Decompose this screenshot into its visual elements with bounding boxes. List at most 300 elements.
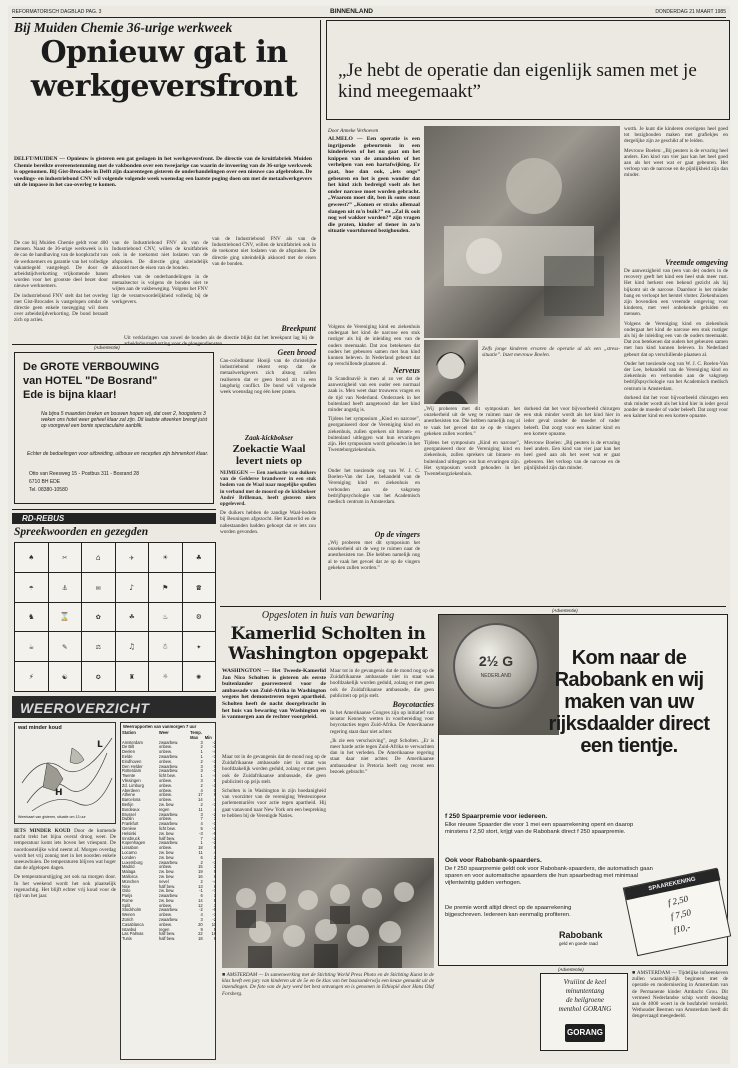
weather-cell: Casablanca: [122, 921, 144, 927]
rebus-title: Spreekwoorden en gezegden: [14, 526, 149, 538]
weather-cell: -3: [212, 801, 216, 807]
weather-cell: Stockholm: [122, 907, 142, 913]
booklet-title: SPAAREKENING: [624, 869, 720, 901]
weather-cell: Oslo: [122, 888, 131, 894]
article2-body1: Volgens de Vereniging kind en ziekenhuis ondergaat het kind de narcose een stuk rustiger als hij de inleiding een van de ouders meemaakt. Dat zou betekenen dat ouders het gebeuren samen met hun kind kunnen beleven. In Nederland gebeurt dat op verschillende plaatsen al.: [328, 324, 420, 368]
weather-cell: 9: [213, 845, 216, 851]
weather-cell: 3: [200, 768, 203, 774]
weather-cell: 18: [198, 845, 203, 851]
weather-cell: Dublin: [122, 816, 134, 822]
weather-cell: half bew.: [158, 936, 176, 942]
weather-cell: regen: [158, 806, 170, 812]
weather-cell: -1: [212, 825, 216, 831]
weather-cell: 11: [211, 921, 216, 927]
rebus-cell: ✺: [183, 662, 216, 691]
zoekactie-kicker: Zaak-kickbokser: [244, 434, 294, 442]
gorang-advert-label: (Advertentie): [558, 967, 584, 972]
weather-cell: zwaarbew.: [158, 763, 179, 769]
article1-body1: De cao bij Muiden Chemie geldt voor 400 mensen. Naast de 36-urige werkweek is in de cao de handhaving van de koopkracht van de werknemers en garantie van het volledige vakantiegeld vastgelegd. De door de arbeidstijdverkorting vrijkomende banen worden voor het grootste deel bezet door nieuwe werknemers.: [14, 240, 108, 290]
rebus-cell: ♣: [183, 543, 216, 572]
weather-cell: Zürich: [122, 917, 134, 923]
weather-row: [121, 937, 217, 942]
weather-cell: Rome: [122, 897, 133, 903]
weather-cell: onbew.: [158, 921, 172, 927]
weather-cell: nevel: [158, 878, 169, 884]
weather-cell: 6: [213, 883, 216, 889]
advert-rabobank: [438, 614, 728, 966]
weather-cell: onbew.: [158, 792, 172, 798]
weather-cell: -2: [212, 840, 216, 846]
weather-cell: -3: [199, 830, 203, 836]
article2-col3: [524, 406, 620, 602]
weather-cell: -3: [212, 753, 216, 759]
weather-cell: 6: [200, 893, 203, 899]
article2-photo-operation: [424, 126, 620, 338]
article2-body6: dorkend dat het voor bijvoorbeeld chirurgen een stuk minder wordt als het kind hier in ieder geval zonder de moeder of vader beleeft. Dat zorgt voor een kalmer kind en een kortere opname.: [524, 406, 620, 437]
rebus-cell: ♠: [15, 543, 48, 572]
article3-body1b: Maar tot in de gevangenis dat de mond nog op de Zuidafrikaanse ambassade niet in staat was hoofdzakelijk worden geduld, zolang er met geen ook de Zuidafrikaanse ambassade, die geen publiciteit op prijs stelt.: [330, 668, 434, 699]
rabobank-headline: Kom naar de Rabobank en wij maken van uw rijksdaalder direct een tientje.: [548, 647, 710, 757]
weather-cell: Mallorca: [122, 873, 138, 879]
article2-sub-vingers: Op de vingers: [374, 530, 420, 539]
rebus-cell: ♨: [149, 603, 182, 632]
weather-cell: Helsinki: [122, 830, 137, 836]
article3-sub-boycot: Boycotacties: [392, 700, 434, 709]
weather-cell: Luxemburg: [122, 859, 143, 865]
weather-cell: zw. bew.: [158, 873, 175, 879]
rabobank-sub2: Ook voor Rabobank-spaarders.: [445, 857, 542, 864]
rebus-cell: ⚡: [15, 662, 48, 691]
weather-banner-text: WEEROVERZICHT: [20, 700, 150, 716]
weather-cell: 4: [213, 806, 216, 812]
photo-children-group-icon: [222, 858, 434, 968]
masthead-left: REFORMATORISCH DAGBLAD PAG. 3: [12, 9, 102, 15]
weather-col-station: Station: [122, 730, 136, 735]
weather-cell: 0: [213, 763, 216, 769]
weather-cell: 13: [198, 883, 203, 889]
weather-cell: Zd. Limburg: [122, 782, 144, 788]
article2-body7b: Mevrouw Boelen: „Bij peuters is de ervaring heel anders. Een kind van vier jaar kan het heel goed aan als het weet wat er gaat gebeuren. Het verloop van de narcose en de pijnlijkheid zijn dan minder.: [624, 147, 728, 179]
weather-cell: licht bew.: [158, 825, 176, 831]
rebus-cell: ✈: [116, 543, 149, 572]
article2-body9: De aanwezigheid van (een van de) ouders in de recovery geeft het kind een heel stuk meer rust. Het kind herkent een bekend gezicht als hij bijkomt uit de narcose. Daardoor is het minder bang en verloopt het herstel vlotter. Ziekenhuizen zijn bovendien een vreemde omgeving voor kinderen, met veel onbekende geluiden en mensen.: [624, 268, 728, 318]
rebus-cell: ☕: [15, 632, 48, 661]
rebus-cell: ✪: [82, 662, 115, 691]
rebus-cell: ☃: [149, 632, 182, 661]
weather-cell: 16: [211, 931, 216, 937]
weather-cell: 2: [200, 758, 203, 764]
weather-map: [14, 722, 116, 824]
weather-cell: 3: [200, 917, 203, 923]
weather-cell: 9: [213, 936, 216, 942]
weather-cell: -6: [212, 907, 216, 913]
rabobank-text2: De f 250 spaarpremie geldt ook voor Rabobank-spaarders, die automatisch gaan sparen en voor automatische spaarders die hun spaarbedrag met minimaal vijfentwintig gulden verhogen.: [445, 866, 653, 886]
weather-cell: 9: [213, 869, 216, 875]
rebus-cell: ✿: [82, 603, 115, 632]
weather-cell: Den Helder: [122, 763, 143, 769]
weather-cell: 2: [200, 782, 203, 788]
weather-cell: 14: [198, 797, 203, 803]
coin-value: 2½ G: [478, 653, 514, 669]
weather-table-title: Weerrapporten van vanmorgen 7 uur: [123, 724, 197, 729]
rabobank-sub1: f 250 Spaarpremie voor iedereen.: [445, 813, 548, 820]
weather-cell: zwaarbew.: [158, 753, 179, 759]
article2-sub-vreemde: Vreemde omgeving: [665, 258, 728, 267]
rebus-cell: ✎: [49, 632, 82, 661]
weather-cell: Berlijn: [122, 801, 134, 807]
weather-cell: 4: [213, 849, 216, 855]
article2-kicker: „Je hebt de operatie dan eigenlijk samen met je kind meegemaakt”: [338, 60, 697, 102]
advert-line1: De GROTE VERBOUWING: [23, 361, 160, 373]
advert-text: Na bijna 5 maanden breken en bouwen hopen wij, dat over 2, hoogstens 3 weken ons hotel weer geheel klaar zal zijn. Dit laatste afwerken brengt juist op voorgevel een bonte spectaculaire aanblik.: [41, 411, 208, 429]
weather-cell: zwaarbew.: [158, 739, 179, 745]
weather-map-title: wat minder koud: [18, 725, 62, 731]
weather-cell: zwaarbew.: [158, 859, 179, 865]
weather-cell: 1: [200, 840, 203, 846]
rabobank-logo-sub: geld en goede raad: [559, 941, 598, 946]
rebus-cell: ⚖: [82, 632, 115, 661]
weather-cell: onbew.: [158, 777, 172, 783]
weather-map-graphic: [17, 733, 113, 813]
article3-body4: „Ik zie een verschuiving”, zegt Scholten. „Er is meer harde actie tegen Zuid-Afrika te verwachten dan in het verleden. De Amerikaanse regering staat daar niet achter. De Amerikaanse ambassadeur in Pretoria heeft nog recent een bezoek gebracht.”: [330, 737, 434, 775]
rebus-cell: ☀: [149, 543, 182, 572]
weather-cell: 12: [198, 902, 203, 908]
article1-body6: Cao-coördinator Hooiji van de christelijke industriebond rekent erop dat de metaalwerkgevers zich alsnog zullen realiseren dat er geen brood zit in een langdurig conflict. De bond wil volgende week woensdag nog één keer praten.: [220, 358, 316, 396]
weather-cell: 3: [200, 739, 203, 745]
advert-gorang: [540, 973, 628, 1051]
weather-cell: zwaarbew.: [158, 768, 179, 774]
article2-col2: [424, 406, 520, 602]
weather-cell: onbew.: [158, 912, 172, 918]
weather-cell: zw. bew.: [158, 830, 175, 836]
weather-cell: 5: [200, 825, 203, 831]
rebus-cell: ⌛: [49, 603, 82, 632]
weather-cell: Barcelona: [122, 797, 141, 803]
article2-body4: Onder het toeziende oog van W. J. C. Boelen-Van der Lee, behandeld van de Vereniging kind en ziekenhuis en verbonden aan de vakgroep bedrijfspsychologie van het Academisch medisch centrum in Amsterdam.: [328, 468, 420, 506]
article2-body3b: Tijdens het symposium „Kind en narcose”, georganiseerd door de Vereniging kind en ziekenhuis, zullen sprekers uit binnen- en buitenland uitleggen wat hun ervaringen zijn. Het symposium wordt gehouden in het Twenteborgziekenhuis.: [424, 440, 520, 478]
rijksdaalder-coin-icon: [453, 623, 539, 709]
article3-headline: Kamerlid Scholten in Washington opgepakt: [228, 624, 428, 664]
advert-address: Otto van Reesweg 15 - Postbus 311 - Bosrand 28: [29, 471, 139, 477]
article2-photo-portrait: [424, 340, 478, 404]
rebus-cell: ✦: [183, 632, 216, 661]
article1-body4b: van de Industriebond FNV als van de Industriebond CNV, willen de kruitfabriek ook in de toekomst niet loslaten van de afspraken. De directie ging uiteindelijk akkoord met de eisen van de bonden.: [212, 236, 316, 267]
svg-text:L: L: [97, 740, 103, 750]
advert-line2: van HOTEL "De Bosrand": [23, 375, 158, 387]
gorang-line2: minuntentang: [565, 987, 605, 995]
article2-body3: Tijdens het symposium „Kind en narcose”, georganiseerd door de Vereniging kind en ziekenhuis, zullen sprekers uit binnen- en buitenland uitleggen wat hun ervaringen zijn. Het symposium wordt gehouden in het Twenteborgziekenhuis.: [328, 416, 420, 454]
article2-col1b: [328, 376, 420, 466]
weather-cell: -7: [212, 888, 216, 894]
weather-cell: Bordeaux: [122, 806, 140, 812]
rebus-cell: ✂: [49, 543, 82, 572]
article2-body4b: Onder het toeziende oog van W. J. C. Boelen-Van der Lee, behandeld van de Vereniging kind en ziekenhuis en verbonden aan de vakgroep bedrijfspsychologie van het Academisch medisch centrum in Amsterdam.: [624, 360, 728, 392]
svg-text:H: H: [55, 788, 63, 798]
weather-cell: 18: [198, 936, 203, 942]
weather-cell: 4: [200, 821, 203, 827]
section-title: BINNENLAND: [330, 8, 373, 15]
weather-cell: 1: [200, 749, 203, 755]
article3-lead: WASHINGTON — Het Tweede-Kamerlid Jan Nico Scholten is gisteren als eerste buitenlander gearresteerd voor de ambassade van Zuid-Afrika in Washington wegens het demonstreren tegen apartheid. Scholten heeft de nacht doorgebracht in het huis van bewaring van Washington en is vanmorgen aan de rechter voorgeleid.: [222, 668, 326, 721]
rebus-cell: ☯: [49, 662, 82, 691]
weather-col-temp: Temp.: [190, 730, 202, 735]
advert-tel: Tel. 08380-10580: [29, 487, 68, 493]
article3-col1: [222, 754, 326, 854]
rebus-cell: ♜: [116, 662, 149, 691]
article1-headline: Opnieuw gat in werkgeversfront: [30, 35, 298, 104]
weather-cell: 2: [213, 854, 216, 860]
weather-cell: Athene: [122, 792, 135, 798]
article1-col2: [112, 240, 208, 342]
weather-cell: Istanbul: [122, 926, 137, 932]
weather-cell: -3: [212, 912, 216, 918]
weather-cell: half bew.: [158, 883, 176, 889]
article2-body5: „Wij proberen met dit symposium het onzekerheid uit de weg te ruimen naar de anesthesisten toe. Die hebben namelijk nog al te vaak het gevoel dat ze op de vingers gekeken zullen worden.”: [328, 540, 420, 571]
article2-body9-col: [624, 268, 728, 602]
zoekactie-headline: Zoekactie Waal levert niets op: [232, 443, 306, 467]
article3-caption: ■ AMSTERDAM — In samenwerking met de Stichting World Press Photo en de Stichting Kunst in de klas heeft een jury van kinderen uit de 5e en 6e klas van het basisonderwijs een keuze gemaakt uit de inzendingen. De foto van de jury werd het best ontvangen en is genomen in Ethiopië door Hans Olaf Forsberg.: [222, 972, 434, 997]
weather-cell: Eindhoven: [122, 758, 142, 764]
weather-cell: onbew.: [158, 797, 172, 803]
weather-cell: half bew.: [158, 931, 176, 937]
rebus-grid: [14, 542, 216, 692]
advert-label: (Advertentie): [94, 345, 120, 350]
weather-cell: zwaarbew.: [158, 840, 179, 846]
weather-cell: Wenen: [122, 912, 135, 918]
weather-cell: 3: [200, 811, 203, 817]
weather-cell: Vlissingen: [122, 777, 141, 783]
rebus-banner-text: RD-REBUS: [22, 514, 65, 523]
advert-frame: [14, 352, 214, 504]
weather-cell: 3: [200, 777, 203, 783]
weather-cell: 3: [200, 763, 203, 769]
rebus-cell: ♫: [116, 632, 149, 661]
gorang-line3: de heilgroene: [565, 996, 605, 1004]
advert-zip: 6710 BH EDE: [29, 479, 61, 485]
weather-cell: onbew.: [158, 816, 172, 822]
weather-cell: zw. bew.: [158, 854, 175, 860]
article1-sub-geenbrood: Geen brood: [277, 348, 316, 357]
gorang-line4: menthol GORANG: [558, 1005, 612, 1013]
article3-col2a: [330, 668, 434, 698]
weather-cell: 19: [198, 869, 203, 875]
weather-cell: 1: [200, 753, 203, 759]
weather-cell: licht bew.: [158, 773, 176, 779]
weather-cell: Brussel: [122, 811, 136, 817]
zoekactie-body: NIJMEGEN — Een zoekactie van duikers van de Gelderse brandweer in een stuk bodem van de Waal naar mogelijke spullen in verband met de moord op de kickbokser André Brilleman, heeft gisteren niets opgeleverd. De duikers hebben de zandige Waal-bodem bij Beuningen afgezocht. Het Kamerlid en de nabestaanden hadden gehoopt dat er iets zou worden gevonden.: [220, 470, 316, 535]
article3-body2: Scholten is in Washington in zijn hoedanigheid van voorzitter van de vereniging Westeuropese parlementariërs voor actie tegen apartheid. Hij gaat vanavond naar New York om een bespreking te hebben bij de Verenigde Naties.: [222, 788, 326, 819]
weather-cell: 2: [213, 864, 216, 870]
weather-cell: Split: [122, 902, 130, 908]
article3-photo: [222, 858, 434, 968]
weather-cell: Madrid: [122, 864, 135, 870]
rebus-cell: ♞: [15, 603, 48, 632]
booklet-line2: f 7,50: [669, 907, 692, 922]
masthead-date: DONDERDAG 21 MAART 1985: [655, 9, 726, 15]
weather-cell: zw. bew.: [158, 869, 175, 875]
weather-cell: zwaarbew.: [158, 811, 179, 817]
article2-body6b: dorkend dat het voor bijvoorbeeld chirurgen een stuk minder wordt als het kind hier in ieder geval zonder de moeder of vader beleeft. Dat zorgt voor een kalmer kind en een kortere opname.: [624, 394, 728, 420]
weather-cell: Frankfurt: [122, 821, 139, 827]
article3-body3: In het Amerikaanse Congres zijn op initiatief van senator Kennedy wetten in voorbereiding voor boycotacties tegen Zuid-Afrika. De Amerikaanse regering staat daar niet achter.: [330, 710, 434, 735]
weather-cell: 5: [213, 926, 216, 932]
rebus-cell: ⚓: [49, 573, 82, 602]
weather-cell: -2: [212, 811, 216, 817]
article2-photo-caption: Zelfs jonge kinderen ervaren de operatie al als een „stress-situatie”. Inzet mevrouw Boelen.: [482, 346, 620, 359]
article1-body2: De industriebond FNV stelt dat het overleg met Gist-Brocades is vastgelopen omdat de directie geen enkele toezegging wil doen over arbeidstijdverkorting. De bond beraadt zich op acties.: [14, 292, 108, 324]
weather-cell: 6: [200, 854, 203, 860]
advert-text2: Echter de bedoelingen voor uitbreiding, uitbouw en recepties zijn binnenkort klaar.: [27, 451, 209, 457]
masthead: [12, 8, 726, 17]
weather-forecast: [14, 828, 116, 1054]
weather-table: [120, 722, 216, 1060]
weather-col-weer: Weer: [158, 730, 169, 735]
masthead-rule: [12, 17, 726, 18]
weather-cell: onbew.: [158, 758, 172, 764]
weather-cell: zw. bew.: [158, 849, 175, 855]
weather-cell: -2: [212, 739, 216, 745]
brief-amsterdam: ■ AMSTERDAM — Tijdelijke infoeenkeven zullen waarschijnlijk beginnen met de operatie en modernisering in Amsterdam van de Permanente kinder Ambacht Grou. Dit vermeed Nederlandse schip wordt dezedag aan de 4000 woert in de bosfabriel vernield. Wethouder Beernen van Amsterdam heeft dit dengevraagd meegedeeld.: [632, 970, 728, 1020]
weather-cell: Aberdeen: [122, 787, 140, 793]
booklet-line3: f10,-: [672, 921, 692, 935]
weather-cell: -4: [212, 773, 216, 779]
weather-cell: 4: [200, 912, 203, 918]
weather-cell: Rotterdam: [122, 768, 142, 774]
weather-cell: zwaarbew.: [158, 917, 179, 923]
article3-body1: Maar tot in de gevangenis dat de mond nog op de Zuidafrikaanse ambassade niet in staat was hoofdzakelijk worden geduld, zolang er met geen ook de Zuidafrikaanse ambassade, die geen publiciteit op prijs stelt.: [222, 754, 326, 785]
weather-map-caption: Weerkaart van gisteren, situatie om 13 uur: [18, 815, 86, 819]
weather-cell: 11: [198, 806, 203, 812]
weather-cell: regen: [158, 926, 170, 932]
weather-cell: -2: [212, 782, 216, 788]
weather-cell: 22: [198, 931, 203, 937]
article1-body4: afbreken van de onderhandelingen in de metaalsector is volgens de bonden niet te wijten aan de vakbeweging. Volgens het FNV ligt de verantwoordelijkheid volledig bij de werkgevers.: [112, 274, 208, 305]
gorang-brand: GORANG: [565, 1024, 605, 1042]
weather-cell: zwaarbew.: [158, 907, 179, 913]
weather-forecast-head: IETS MINDER KOUD: [14, 828, 71, 834]
weather-cell: -3: [212, 859, 216, 865]
weather-cell: zwaarbew.: [158, 821, 179, 827]
article2-body2: In Scandinavië is men al zo ver dat de aanwezigheid van een ouder een normaal zaak is. Men weet daar trouwens vragen en de tijd van Nederland. Onderzoek in het buitenland heeft aangetoond dat het kind minder angstig is.: [328, 376, 420, 414]
weather-cell: onbew.: [158, 744, 172, 750]
weather-cell: 20: [198, 921, 203, 927]
weather-cell: Tunis: [122, 936, 132, 942]
weather-cell: zw. bew.: [158, 801, 175, 807]
weather-cell: onbew.: [158, 902, 172, 908]
article1-kicker: Bij Muiden Chemie 36-urige werkweek: [14, 20, 233, 35]
weather-cell: Deelen: [122, 749, 135, 755]
weather-cell: Twente: [122, 773, 136, 779]
weather-cell: zw. bew.: [158, 888, 175, 894]
rebus-cell: ✉: [82, 573, 115, 602]
weather-cell: Innsbruck: [122, 835, 140, 841]
weather-cell: 2: [200, 744, 203, 750]
advert-bosrand: [14, 345, 214, 505]
article2-body1b: Volgens de Vereniging kind en ziekenhuis ondergaat het kind de narcose een stuk rustiger als hij de inleiding een van de ouders meemaakt. Dat zou betekenen dat ouders het gebeuren samen met hun kind kunnen beleven. In Nederland gebeurt dat op verschillende plaatsen al.: [624, 320, 728, 358]
weather-cell: -4: [212, 749, 216, 755]
rebus-cell: ⚙: [183, 603, 216, 632]
weather-cell: Amsterdam: [122, 739, 143, 745]
article1-sub-breekpunt: Breekpunt: [281, 324, 316, 333]
weather-cell: -1: [212, 821, 216, 827]
weather-cell: Locarno: [122, 849, 137, 855]
weather-cell: -2: [212, 835, 216, 841]
weather-cell: 9: [200, 926, 203, 932]
weather-cell: 0: [213, 777, 216, 783]
weather-cell: Lissabon: [122, 845, 139, 851]
weather-cell: -1: [212, 768, 216, 774]
weather-table-grid: [121, 731, 217, 942]
article2-sub-nerveus: Nerveus: [392, 366, 420, 375]
weather-forecast-text2: De temperatuurstijging zet ook na morgen door. In het weekend wordt het ook plaatselijk regenachtig. Het blijft echter vrij koud voor de tijd van het jaar.: [14, 874, 116, 900]
weather-cell: 5: [213, 897, 216, 903]
article1-body5: Uit verklaringen van zowel de bonden als de directie blijkt dat het breekpunt lag bij de: [124, 335, 314, 341]
weather-col-min: Min: [204, 734, 212, 740]
rebus-cell: ⚑: [149, 573, 182, 602]
article2-body7: Mevrouw Boelen: „Bij peuters is de ervaring heel anders. Een kind van vier jaar kan het heel goed aan als het weet wat er gaat gebeuren. Het verloop van de narcose en de pijnlijkheid zijn dan minder.: [524, 440, 620, 471]
weather-cell: half bew.: [158, 835, 176, 841]
weather-cell: 2: [200, 878, 203, 884]
weather-forecast-text: Door de komende nacht trekt het bijna overal droog weer. De temperatuur komt iets boven het vriespunt. De noordoostelijke wind neemt af. Morgen overdag wordt het vrij zonnig met in het noorden enkele sneeuwbuien. De temperaturen blijven wat hoger dan de afgelopen dagen.: [14, 828, 116, 872]
weather-cell: 4: [200, 787, 203, 793]
weather-col-max: Max: [190, 734, 199, 740]
rebus-cell: ☂: [15, 573, 48, 602]
weather-cell: onbew.: [158, 787, 172, 793]
rabobank-text1: Elke nieuwe Spaarder die voor 1 mei een spaarrekening opent en daarop minstens f 2,50 stort, krijgt van de Rabobank direct f 250 spaarpremie.: [445, 822, 634, 835]
weather-cell: -9: [212, 830, 216, 836]
weather-banner: [12, 696, 216, 718]
rebus-cell: ☘: [116, 603, 149, 632]
article2-body8: worth. Je kunt die kinderen overigens heel goed tot bezighouden maken met grafiekjes en dergelijke zijn ze geschikt af te leiden.: [624, 126, 728, 145]
article1-lead: DELFT/MUIDEN — Opnieuw is gisteren een gat geslagen in het werkgeversfront. De directie van de kruitfabriek Muiden Chemie bereikte overeenstemming met de vakbonden over een tweejarige cao waarin de invoering van de 36-urige werkweek is opgenomen. Bij Gist-Brocades in Delft zijn daarentegen gisteren de onderhandelingen over een nieuwe cao afgebroken. De voedings- en industriebond CNV wil volgende volgende week woensdag een laatste poging doen om met de metaalwerkgevers uit de impasse in het cao-overleg te komen.: [14, 156, 312, 189]
rebus-cell: ⌂: [82, 543, 115, 572]
weather-cell: Las Palmas: [122, 931, 144, 937]
weather-cell: Nice: [122, 883, 131, 889]
article3-col2b: [330, 710, 434, 854]
weather-cell: 0: [213, 787, 216, 793]
weather-cell: -4: [212, 878, 216, 884]
coin-country: NEDERLAND: [480, 673, 512, 679]
article2-body5b: „Wij proberen met dit symposium het onzekerheid uit de weg te ruimen naar de anesthesisten toe. Die hebben namelijk nog al te vaak het gevoel dat ze op de vingers gekeken zullen worden.”: [424, 406, 520, 437]
weather-cell: 6: [213, 873, 216, 879]
rebus-cell: ☼: [149, 662, 182, 691]
weather-cell: -2: [199, 907, 203, 913]
weather-cell: 2: [200, 801, 203, 807]
rebus-cell: ♪: [116, 573, 149, 602]
portrait-woman-icon: [424, 340, 478, 404]
newspaper-page: [8, 6, 730, 1064]
weather-cell: 1: [213, 893, 216, 899]
weather-cell: Kopenhagen: [122, 840, 146, 846]
article2-col4: [624, 126, 728, 256]
weather-cell: Genève: [122, 825, 137, 831]
photo-hospital-bed-icon: [424, 126, 620, 338]
weather-cell: Parijs: [122, 893, 133, 899]
rebus-banner: [12, 513, 216, 524]
weather-cell: 11: [198, 849, 203, 855]
weather-cell: 1: [200, 773, 203, 779]
weather-cell: 14: [198, 897, 203, 903]
weather-cell: 15: [198, 864, 203, 870]
weather-cell: 7: [200, 816, 203, 822]
rabobank-advert-label: (Advertentie): [552, 608, 578, 613]
weather-cell: 8: [213, 792, 216, 798]
booklet-line1: f 2,50: [666, 893, 689, 908]
weather-cell: 3: [213, 902, 216, 908]
weather-cell: De Bilt: [122, 744, 135, 750]
weather-cell: zw. bew.: [158, 897, 175, 903]
weather-cell: 17: [198, 792, 203, 798]
